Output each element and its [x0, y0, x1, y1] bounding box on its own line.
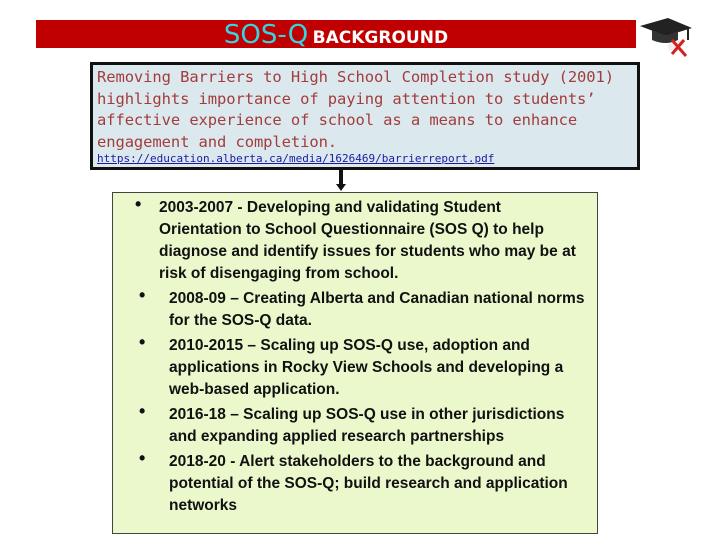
timeline-text: 2003-2007 - Developing and validating Student Orientation to School Questionnaire (SOS Q) to help diagnose and identify issues for students who may be at risk of disengaging from school.: [159, 199, 576, 282]
timeline-text: 2016-18 – Scaling up SOS-Q use in other jurisdictions and expanding applied research partnerships: [169, 406, 565, 445]
list-item: • 2016-18 – Scaling up SOS-Q use in other jurisdictions and expanding applied research partnerships: [169, 404, 567, 448]
list-item: • 2010-2015 – Scaling up SOS-Q use, adoption and applications in Rocky View Schools and developing a web-based application.: [169, 335, 593, 401]
list-item: • 2008-09 – Creating Alberta and Canadian national norms for the SOS-Q data.: [169, 288, 593, 332]
intro-text: Removing Barriers to High School Completion study (2001) highlights importance of paying attention to students’ affective experience of school as a means to enhance engagement and completion.: [97, 68, 614, 151]
timeline-text: 2008-09 – Creating Alberta and Canadian national norms for the SOS-Q data.: [169, 290, 585, 329]
title-banner: [36, 20, 636, 48]
intro-box: [90, 62, 640, 170]
list-item: • 2018-20 - Alert stakeholders to the background and potential of the SOS-Q; build research and application networks: [169, 451, 577, 517]
title-sub: BACKGROUND: [312, 28, 449, 48]
timeline-box: [112, 192, 598, 534]
timeline-text: 2010-2015 – Scaling up SOS-Q use, adoption and applications in Rocky View Schools and developing a web-based application.: [169, 337, 564, 398]
report-link[interactable]: https://education.alberta.ca/media/1626469/barrierreport.pdf: [97, 152, 495, 165]
graduation-cap-icon: [638, 14, 694, 58]
timeline-text: 2018-20 - Alert stakeholders to the background and potential of the SOS-Q; build research and application networks: [169, 453, 568, 514]
title-main: SOS-Q: [223, 20, 309, 50]
arrowhead-icon: [336, 184, 346, 191]
list-item: • 2003-2007 - Developing and validating Student Orientation to School Questionnaire (SOS Q) to help diagnose and identify issues for students who may be at risk of disengaging from school.: [159, 197, 587, 285]
connector-arrow: [339, 167, 343, 185]
